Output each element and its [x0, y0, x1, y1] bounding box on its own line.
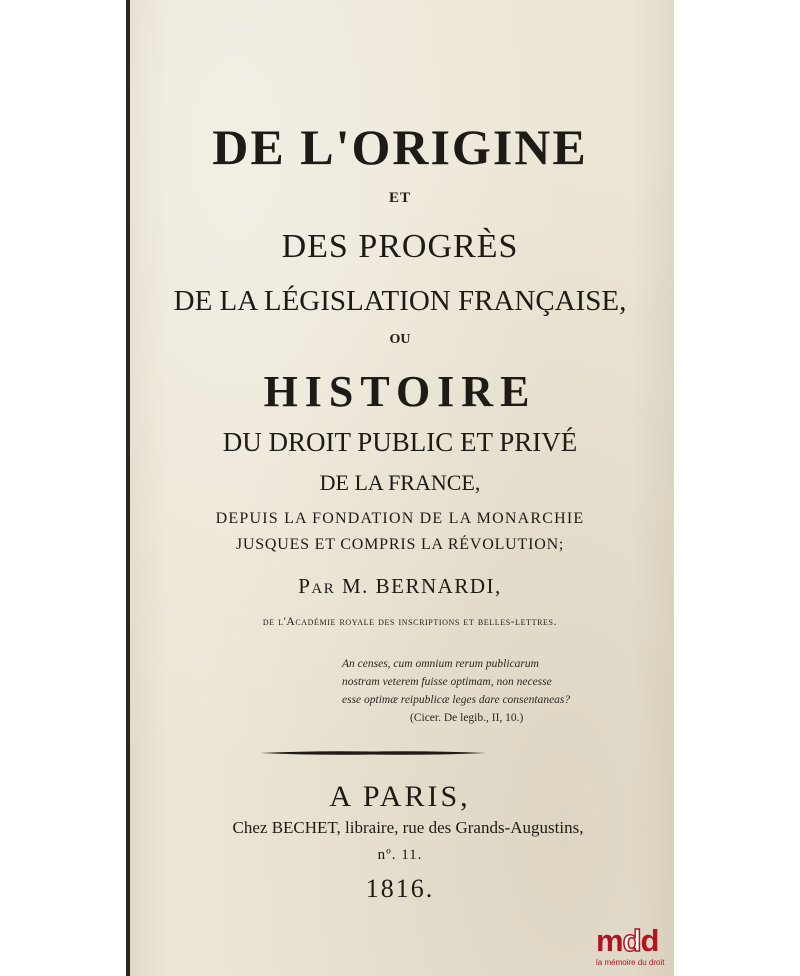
epigraph-citation: (Cicer. De legib., II, 10.)	[410, 712, 524, 724]
epigraph-line-3: esse optimæ reipublicæ leges dare consentaneas?	[342, 694, 571, 706]
conjunction-ou: OU	[389, 332, 411, 347]
memoire-du-droit-logo	[596, 924, 672, 974]
imprint-address-number: nº. 11.	[377, 847, 423, 863]
subtitle-line-2: DE LA FRANCE,	[319, 470, 481, 495]
imprint-publisher: Chez BECHET, libraire, rue des Grands-Augustins,	[232, 818, 584, 837]
title-line-2: DES PROGRÈS	[281, 228, 519, 265]
imprint-year: 1816.	[365, 874, 435, 903]
title-line-1: DE L'ORIGINE	[212, 119, 588, 175]
ornamental-rule	[260, 749, 486, 757]
epigraph-line-1: An censes, cum omnium rerum publicarum	[342, 658, 539, 670]
author-line: Par M. BERNARDI,	[298, 574, 502, 598]
scope-line-1: DEPUIS LA FONDATION DE LA MONARCHIE	[215, 510, 585, 527]
imprint-place: A PARIS,	[329, 780, 471, 813]
title-page	[126, 0, 674, 976]
epigraph-line-2: nostram veterem fuisse optimam, non necesse	[342, 676, 552, 688]
logo-tagline: la mémoire du droit	[596, 958, 665, 967]
subtitle-line-1: DU DROIT PUBLIC ET PRIVÉ	[222, 427, 578, 457]
scope-line-2: JUSQUES ET COMPRIS LA RÉVOLUTION;	[235, 536, 565, 553]
author-affiliation: de l'Académie royale des inscriptions et belles-lettres.	[262, 616, 558, 628]
conjunction-et: ET	[388, 190, 411, 206]
logo-letters: mdd	[596, 923, 659, 958]
epigraph	[342, 655, 658, 727]
title-histoire: HISTOIRE	[263, 367, 537, 416]
title-line-3: DE LA LÉGISLATION FRANÇAISE,	[173, 285, 627, 317]
